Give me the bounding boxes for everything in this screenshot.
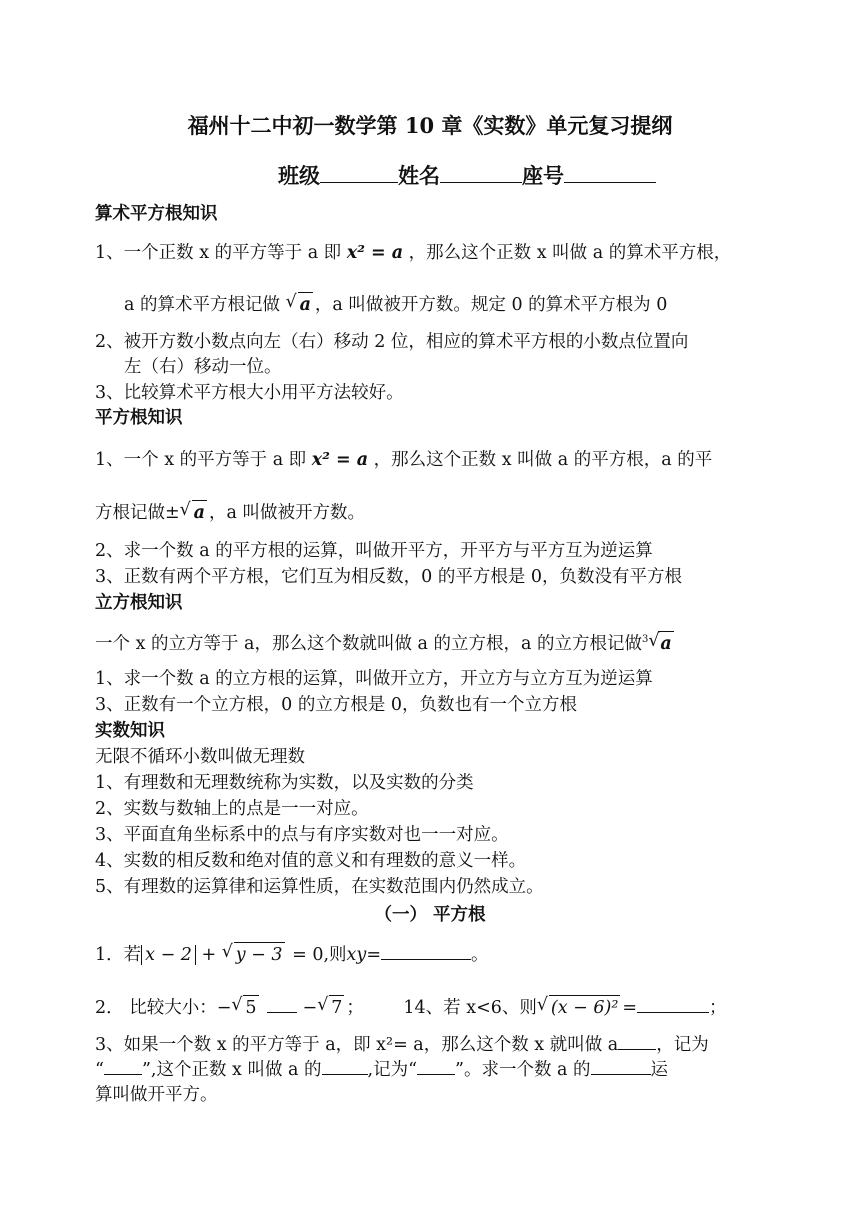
pm-sqrt-a-symbol: √ a [179,500,206,523]
s2-line-3: 2、求一个数 a 的平方根的运算，叫做开平方，开平方与平方互为逆运算 [95,541,653,561]
equation-x2-a: x² = a [346,243,404,263]
s2-line-2: 方根记做± √ a ，a 叫做被开方数。 [95,500,366,523]
sqrt-a-symbol: √ a [285,292,311,315]
q3-blank-5[interactable] [591,1073,651,1075]
section-heading-cbrt: 立方根知识 [95,593,183,613]
s4-line-4: 3、平面直角坐标系中的点与有序实数对也一一对应。 [95,825,509,845]
s3-line-3: 3、正数有一个立方根，0 的立方根是 0，负数也有一个立方根 [95,695,578,715]
s4-line-2: 1、有理数和无理数统称为实数，以及实数的分类 [95,773,474,793]
question-2: 2． 比较大小：− √ 5 − √ 7 ； 14、若 x<6、则 √ (x − 6)² = ； [95,995,727,1018]
student-info-line [278,160,656,190]
s2-line-1: 1、一个 x 的平方等于 a 即 x² = a ，那么这个正数 x 叫做 a 的平方根，a 的平 [95,450,713,470]
equation-x2-a-2: x² = a [311,450,369,470]
q3-blank-3[interactable] [322,1073,368,1075]
sqrt-7: √ 7 [317,995,343,1018]
s1-line-1: 1、一个正数 x 的平方等于 a 即 x² = a ，那么这个正数 x 叫做 a 的算术平方根， [95,243,732,263]
question-3-line-2: “ ”,这个正数 x 叫做 a 的 ,记为“ ”。求一个数 a 的 运 [95,1060,669,1080]
s3-line-1: 一个 x 的立方等于 a，那么这个数就叫做 a 的立方根，a 的立方根记做$^3$ √ a [95,630,672,654]
s4-line-1: 无限不循环小数叫做无理数 [95,747,305,767]
section-heading-sqrt: 平方根知识 [95,408,183,428]
s4-line-3: 2、实数与数轴上的点是一一对应。 [95,799,369,819]
seat-blank[interactable] [564,181,656,183]
cbrt-a-symbol: √ a [648,630,672,654]
q3-blank-1[interactable] [618,1048,656,1050]
page-title: 福州十二中初一数学第 10 章《实数》单元复习提纲 [187,113,673,138]
exercise-heading: （一） 平方根 [374,905,486,925]
s4-line-5: 4、实数的相反数和绝对值的意义和有理数的意义一样。 [95,851,527,871]
question-1: 1．若 x − 2 + √ y − 3 = 0,则xy= 。 [95,942,489,965]
abs-expression: x − 2 [141,945,196,965]
s1-line-4: 左（右）移动一位。 [124,357,282,377]
class-label: 班级 [278,163,320,188]
question-3-line-3: 算叫做开平方。 [95,1085,218,1105]
s3-line-2: 1、求一个数 a 的立方根的运算，叫做开立方，开立方与立方互为逆运算 [95,669,653,689]
s4-line-6: 5、有理数的运算律和运算性质，在实数范围内仍然成立。 [95,877,544,897]
cbrt-index: 3 [642,634,649,645]
section-heading-real: 实数知识 [95,721,165,741]
seat-label: 座号 [522,163,564,188]
s1-line-3: 2、被开方数小数点向左（右）移动 2 位，相应的算术平方根的小数点位置向 [95,332,689,352]
sqrt-5: √ 5 [231,995,257,1018]
s1-line-5: 3、比较算术平方根大小用平方法较好。 [95,383,404,403]
sqrt-expression: √ y − 3 [221,942,283,965]
q1-answer-blank[interactable] [381,958,471,960]
class-blank[interactable] [320,181,398,183]
name-label: 姓名 [398,163,440,188]
name-blank[interactable] [440,181,522,183]
section-heading-arith-sqrt: 算术平方根知识 [95,204,218,224]
q14-answer-blank[interactable] [637,1011,709,1013]
s2-line-4: 3、正数有两个平方根，它们互为相反数，0 的平方根是 0，负数没有平方根 [95,567,683,587]
q3-blank-2[interactable] [104,1073,142,1075]
question-3-line-1: 3、如果一个数 x 的平方等于 a，即 x²= a，那么这个数 x 就叫做 a ，记为 [95,1035,709,1055]
q3-blank-4[interactable] [417,1073,455,1075]
s1-line-2: a 的算术平方根记做 √ a ，a 叫做被开方数。规定 0 的算术平方根为 0 [124,292,668,315]
q2-compare-blank[interactable] [267,1011,297,1013]
sqrt-x-minus-6-squared: √ (x − 6)² [536,995,619,1018]
